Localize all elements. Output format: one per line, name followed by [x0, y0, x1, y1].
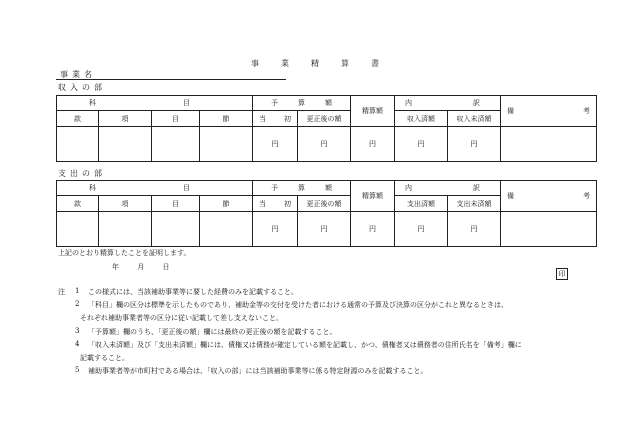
seal-mark: 印 — [556, 268, 568, 280]
income-header-kan: 款 — [57, 111, 99, 127]
income-cell-revised[interactable]: 円 — [298, 127, 351, 162]
income-cell-remarks[interactable] — [501, 127, 597, 162]
income-header-revised: 更正後の額 — [298, 111, 351, 127]
expense-header-initial: 当 初 — [253, 196, 298, 212]
income-cell-settled[interactable]: 円 — [351, 127, 395, 162]
certification-statement: 上記のとおり精算したことを証明します。 — [58, 249, 191, 257]
expense-cell-kou[interactable] — [99, 212, 152, 247]
note-number: 1 — [75, 287, 80, 295]
income-cell-kou[interactable] — [99, 127, 152, 162]
income-header-initial: 当 初 — [253, 111, 298, 127]
expense-section-label: 支出の部 — [58, 169, 106, 178]
expense-cell-settled[interactable]: 円 — [351, 212, 395, 247]
income-header-subject: 科 目 — [57, 96, 253, 111]
expense-header-kan: 款 — [57, 196, 99, 212]
expense-cell-unpaid[interactable]: 円 — [448, 212, 501, 247]
expense-cell-revised[interactable]: 円 — [298, 212, 351, 247]
expense-cell-remarks[interactable] — [501, 212, 597, 247]
notes-label: 注 — [58, 288, 65, 296]
income-header-settled: 精算額 — [351, 96, 395, 127]
expense-header-settled: 精算額 — [351, 181, 395, 212]
income-table — [56, 95, 597, 162]
expense-cell-kan[interactable] — [57, 212, 99, 247]
expense-header-setsu: 節 — [200, 196, 253, 212]
note-text: 補助事業者等が市町村である場合は、「収入の部」には当該補助事業等に係る特定財源のみを記載すること。 — [88, 367, 428, 375]
income-header-unreceived: 収入未済額 — [448, 111, 501, 127]
note-text: 「科目」欄の区分は標準を示したものであり、補助金等の交付を受けた者における通常の予算及び決算の区分がこれと異なるときは、 — [88, 301, 508, 309]
expense-header-revised: 更正後の額 — [298, 196, 351, 212]
expense-header-breakdown: 内 訳 — [395, 181, 501, 196]
income-cell-received[interactable]: 円 — [395, 127, 448, 162]
note-text: 「予算額」欄のうち、「更正後の額」欄には最終の更正後の額を記載すること。 — [88, 328, 337, 336]
expense-header-kou: 項 — [99, 196, 152, 212]
expense-cell-initial[interactable]: 円 — [253, 212, 298, 247]
note-number: 3 — [75, 327, 80, 335]
expense-header-paid: 支出済額 — [395, 196, 448, 212]
expense-cell-setsu[interactable] — [200, 212, 253, 247]
project-name-line — [56, 79, 286, 80]
income-header-remarks: 備 考 — [501, 96, 597, 127]
income-cell-unreceived[interactable]: 円 — [448, 127, 501, 162]
document-title: 事業精算書 — [251, 59, 401, 68]
note-text: この様式には、当該補助事業等に要した経費のみを記載すること。 — [88, 288, 298, 296]
income-cell-moku[interactable] — [152, 127, 200, 162]
note-text-continued: それぞれ補助事業者等の区分に従い記載して差し支えないこと。 — [80, 314, 283, 322]
income-header-kou: 項 — [99, 111, 152, 127]
income-cell-kan[interactable] — [57, 127, 99, 162]
income-header-moku: 目 — [152, 111, 200, 127]
expense-header-subject: 科 目 — [57, 181, 253, 196]
expense-header-unpaid: 支出未済額 — [448, 196, 501, 212]
note-text: 「収入未済額」及び「支出未済額」欄には、債権又は債務が確定している額を記載し、かつ、債権者又は債務者の住所氏名を「備考」欄に — [88, 341, 522, 349]
income-cell-setsu[interactable] — [200, 127, 253, 162]
expense-header-budget: 予 算 額 — [253, 181, 351, 196]
note-number: 4 — [75, 340, 80, 348]
income-header-breakdown: 内 訳 — [395, 96, 501, 111]
note-number: 5 — [75, 366, 80, 374]
expense-header-remarks: 備 考 — [501, 181, 597, 212]
note-text-continued: 記載すること。 — [80, 354, 129, 362]
expense-cell-paid[interactable]: 円 — [395, 212, 448, 247]
expense-table — [56, 180, 597, 247]
date-line: 年 月 日 — [112, 263, 172, 271]
income-header-setsu: 節 — [200, 111, 253, 127]
income-header-budget: 予 算 額 — [253, 96, 351, 111]
income-header-received: 収入済額 — [395, 111, 448, 127]
project-name-label: 事業名 — [60, 70, 96, 79]
income-cell-initial[interactable]: 円 — [253, 127, 298, 162]
expense-cell-moku[interactable] — [152, 212, 200, 247]
note-number: 2 — [75, 300, 80, 308]
income-section-label: 収入の部 — [58, 83, 106, 92]
expense-header-moku: 目 — [152, 196, 200, 212]
